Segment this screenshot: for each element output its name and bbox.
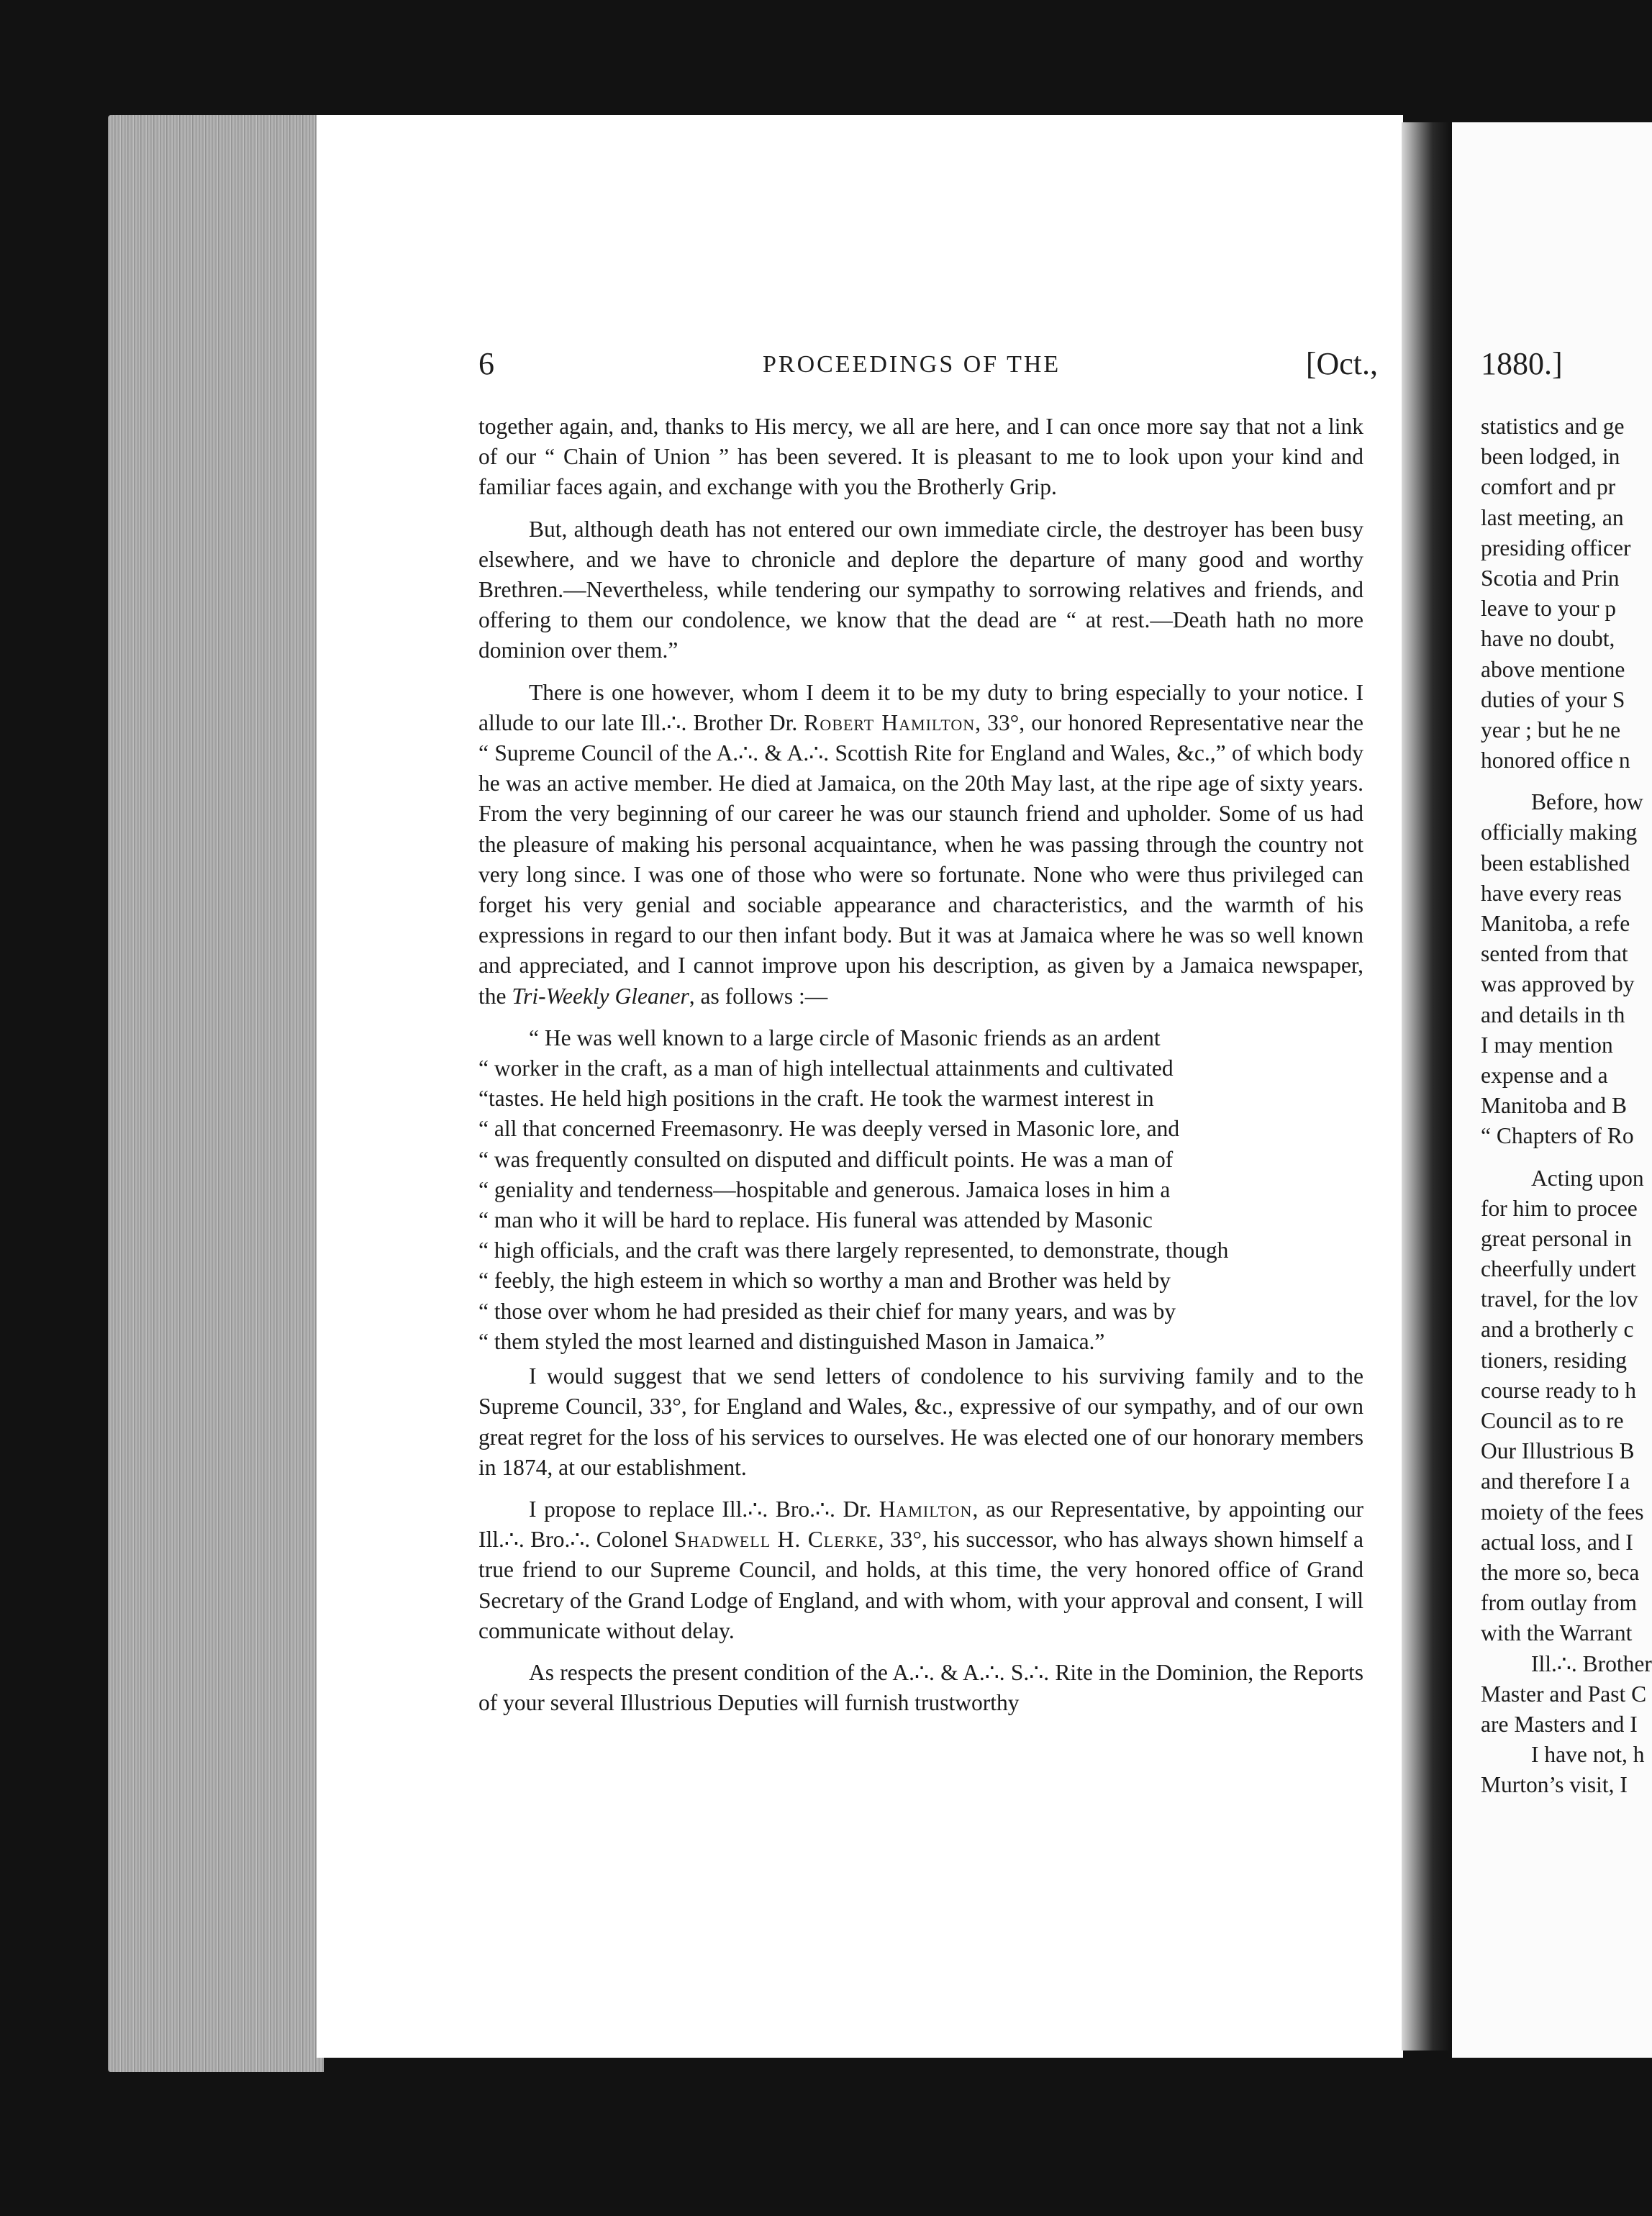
- right-page-line: Acting upon: [1531, 1165, 1644, 1191]
- right-page-line: Master and Past C: [1481, 1681, 1647, 1707]
- paragraph: I would suggest that we send letters of condolence to his surviving family and to the Supreme Council, 33°, for England and Wales, &c., expressive of our sympathy, and of our own great regret for the loss of his services to ourselves. He was elected one of our honorary members in 1874, at our establishment.: [478, 1363, 1363, 1480]
- right-page-line: and details in th: [1481, 1002, 1625, 1027]
- right-page: [1452, 122, 1652, 2058]
- paragraph: As respects the present condition of the A.∴. & A.∴. S.∴. Rite in the Dominion, the Reports of your several Illustrious Deputies will furnish trustworthy: [478, 1659, 1363, 1716]
- paragraph: together again, and, thanks to His mercy, we all are here, and I can once more say that not a link of our “ Chain of Union ” has been severed. It is pleasant to me to look upon your kind and familiar faces again, and exchange with you the Brotherly Grip.: [478, 414, 1363, 500]
- right-page-line: Murton’s visit, I: [1481, 1772, 1628, 1798]
- paragraph: There is one however, whom I deem it to be my duty to bring especially to your notice. I allude to our late Ill.∴. Brother Dr. Robert Hamilton, 33°, our honored Representative near the “ Supreme Council of the A.∴. & A.∴. Scottish Rite for England and Wales, &c.,” of which body he was an active member. He died at Jamaica, on the 20th May last, at the ripe age of sixty years. From the very beginning of our career he was our staunch friend and upholder. Some of us had the pleasure of making his personal acquaintance, when he was passing through the country not very long since. I was one of those who were so fortunate. None who were thus privileged can forget his very genial and sociable appearance and characteristics, and the warmth of his expressions in regard to our then infant body. But it was at Jamaica where he was so well known and appreciated, and I cannot improve upon his description, as given by a Jamaica newspaper, the Tri-Weekly Gleaner, as follows :—: [478, 679, 1363, 1009]
- right-page-line: from outlay from: [1481, 1590, 1637, 1616]
- right-page-line: for him to procee: [1481, 1195, 1638, 1221]
- right-page-line: comfort and pr: [1481, 474, 1616, 500]
- right-page-line: moiety of the fees: [1481, 1499, 1644, 1525]
- book-gutter: [1402, 122, 1453, 2051]
- right-page-line: the more so, beca: [1481, 1559, 1640, 1585]
- newspaper-title: Tri-Weekly Gleaner: [512, 983, 689, 1009]
- right-page-line: leave to your p: [1481, 596, 1617, 622]
- quote-line: “tastes. He held high positions in the craft. He took the warmest interest in: [478, 1086, 1154, 1112]
- right-page-line: great personal in: [1481, 1225, 1632, 1251]
- right-page-line: I may mention: [1481, 1032, 1613, 1058]
- header-date: [Oct.,: [1305, 346, 1378, 381]
- right-page-line: duties of your S: [1481, 686, 1625, 712]
- right-page-line: and therefore I a: [1481, 1468, 1630, 1494]
- right-page-header: 1880.]: [1481, 346, 1563, 381]
- right-page-line: sented from that: [1481, 941, 1628, 967]
- right-page-line: Ill.∴. Brother: [1531, 1650, 1652, 1676]
- paragraph: But, although death has not entered our own immediate circle, the destroyer has been busy elsewhere, and we have to chronicle and deplore the departure of many good and worthy Brethren.—Nevertheless, while tendering our sympathy to sorrowing relatives and friends, and offering to them our condolence, we know that the dead are “ at rest.—Death hath no more dominion over them.”: [478, 516, 1363, 663]
- right-page-line: year ; but he ne: [1481, 717, 1621, 743]
- right-page-line: been lodged, in: [1481, 444, 1620, 470]
- quote-line: “ worker in the craft, as a man of high intellectual attainments and cultivated: [478, 1055, 1174, 1081]
- right-page-line: “ Chapters of Ro: [1481, 1123, 1634, 1149]
- right-page-line: actual loss, and I: [1481, 1529, 1633, 1555]
- right-page-line: officially making: [1481, 819, 1638, 845]
- right-page-line: have every reas: [1481, 880, 1622, 906]
- right-page-line: Council as to re: [1481, 1408, 1624, 1433]
- right-page-line: last meeting, an: [1481, 504, 1624, 530]
- page-header: [478, 345, 1378, 396]
- right-page-line: Before, how: [1531, 789, 1643, 815]
- right-page-line: above mentione: [1481, 656, 1625, 682]
- page-number: 6: [478, 346, 494, 381]
- right-page-line: with the Warrant: [1481, 1620, 1633, 1646]
- right-page-line: was approved by: [1481, 971, 1635, 997]
- right-page-line: Manitoba and B: [1481, 1093, 1627, 1119]
- quote-line: “ all that concerned Freemasonry. He was deeply versed in Masonic lore, and: [478, 1116, 1180, 1142]
- right-page-line: expense and a: [1481, 1062, 1608, 1088]
- right-page-line: presiding officer: [1481, 535, 1631, 560]
- book-page-edges: [108, 115, 324, 2072]
- right-page-line: are Masters and I: [1481, 1711, 1638, 1737]
- right-page-line: have no doubt,: [1481, 626, 1615, 652]
- quote-line: “ man who it will be hard to replace. His funeral was attended by Masonic: [478, 1207, 1153, 1233]
- right-page-line: I have not, h: [1531, 1742, 1645, 1768]
- right-page-line: honored office n: [1481, 748, 1630, 773]
- quote-line: “ high officials, and the craft was there largely represented, to demonstrate, though: [478, 1238, 1229, 1263]
- right-page-line: been established: [1481, 850, 1630, 876]
- quote-line: “ them styled the most learned and distinguished Mason in Jamaica.”: [478, 1328, 1105, 1354]
- right-page-line: statistics and ge: [1481, 414, 1625, 439]
- right-page-line: Manitoba, a refe: [1481, 911, 1630, 936]
- person-name: Shadwell H. Clerke: [673, 1527, 879, 1553]
- right-page-line: Scotia and Prin: [1481, 565, 1620, 591]
- person-name: Robert Hamilton: [804, 709, 976, 735]
- main-text: [478, 412, 1363, 1718]
- quote-line: “ feebly, the high esteem in which so worthy a man and Brother was held by: [478, 1268, 1171, 1294]
- person-name: Hamilton: [879, 1496, 973, 1522]
- newspaper-quote: [478, 1023, 1363, 1357]
- right-page-line: course ready to h: [1481, 1377, 1637, 1403]
- right-page-line: Our Illustrious B: [1481, 1438, 1635, 1464]
- right-page-line: tioners, residing: [1481, 1347, 1627, 1373]
- right-page-text: [1481, 412, 1652, 1800]
- paragraph: I propose to replace Ill.∴. Bro.∴. Dr. Hamilton, as our Representative, by appointing our Ill.∴. Bro.∴. Colonel Shadwell H. Clerke, 33°, his successor, who has always shown himself a true friend to our Supreme Council, and holds, at this time, the very honored office of Grand Secretary of the Grand Lodge of England, and with whom, with your approval and consent, I will communicate without delay.: [478, 1496, 1363, 1643]
- right-page-line: travel, for the lov: [1481, 1286, 1638, 1312]
- right-page-line: and a brotherly c: [1481, 1317, 1634, 1343]
- running-title: PROCEEDINGS OF THE: [763, 351, 1061, 378]
- quote-line: “ geniality and tenderness—hospitable and generous. Jamaica loses in him a: [478, 1176, 1171, 1202]
- quote-line: “ He was well known to a large circle of Masonic friends as an ardent: [529, 1025, 1161, 1050]
- quote-line: “ those over whom he had presided as their chief for many years, and was by: [478, 1298, 1176, 1324]
- right-page-line: cheerfully undert: [1481, 1256, 1637, 1282]
- quote-line: “ was frequently consulted on disputed and difficult points. He was a man of: [478, 1146, 1174, 1172]
